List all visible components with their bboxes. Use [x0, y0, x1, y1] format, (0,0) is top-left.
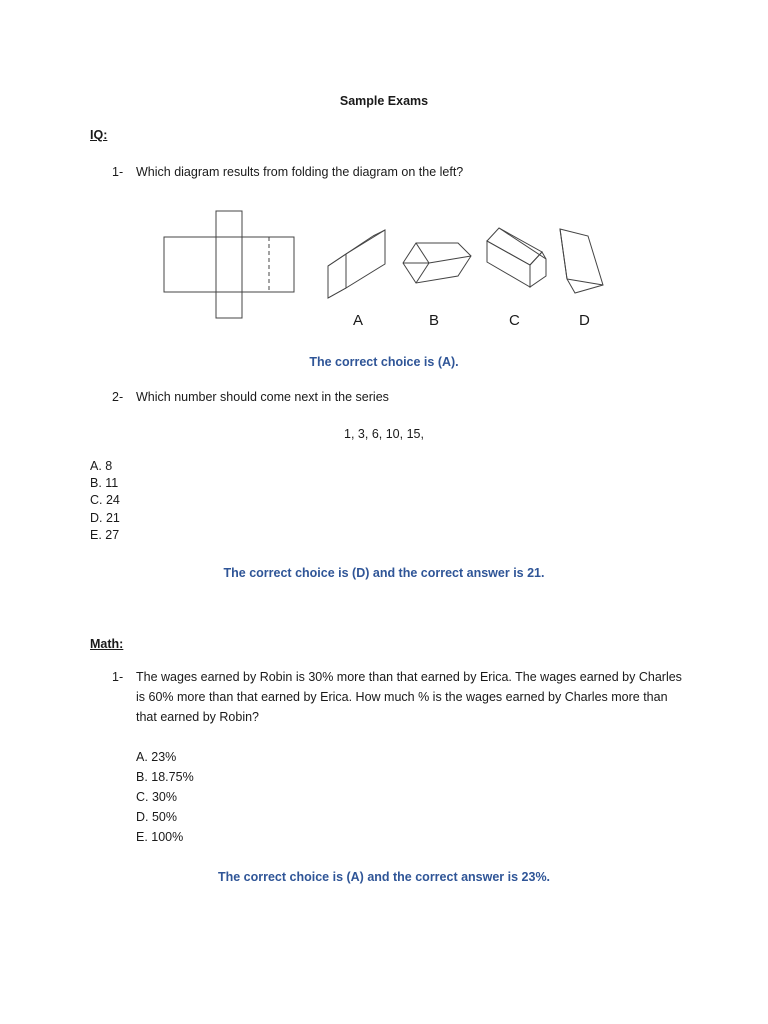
- math-q1-text: [136, 667, 682, 727]
- iq-q2-number: 2-: [112, 390, 124, 404]
- iq-q1-text: Which diagram results from folding the diagram on the left?: [136, 165, 464, 179]
- math-q1-choices: [136, 747, 194, 847]
- math-heading: Math:: [90, 637, 124, 651]
- option-c-shape: [487, 228, 546, 287]
- option-d-label: D: [579, 312, 590, 329]
- choice-item: E. 100%: [136, 830, 184, 844]
- iq-q1-answer: The correct choice is (A).: [309, 355, 459, 369]
- iq-q2-answer: The correct choice is (D) and the correct answer is 21.: [223, 566, 545, 580]
- net-diagram: [164, 211, 294, 318]
- option-d-shape: [560, 229, 603, 293]
- choice-item: B. 18.75%: [136, 770, 194, 784]
- math-q1-answer: The correct choice is (A) and the correct answer is 23%.: [217, 870, 551, 884]
- math-q1-number: 1-: [112, 670, 124, 684]
- option-b-label: B: [429, 312, 440, 329]
- iq-heading: IQ:: [90, 128, 108, 142]
- choice-item: C. 30%: [136, 790, 177, 804]
- choice-item: E. 27: [90, 527, 120, 542]
- iq-q1-number: 1-: [112, 165, 124, 179]
- question-line: The wages earned by Robin is 30% more than that earned by Erica. The wages earned by Charles: [136, 670, 682, 684]
- choice-item: C. 24: [90, 493, 120, 508]
- question-line: is 60% more than that earned by Erica. How much % is the wages earned by Charles more than: [136, 690, 668, 704]
- choice-item: B. 11: [90, 476, 119, 491]
- choice-item: D. 50%: [136, 810, 177, 824]
- option-c-label: C: [509, 312, 520, 329]
- option-a-shape: [328, 230, 385, 298]
- page-title: Sample Exams: [339, 94, 429, 108]
- option-a-label: A: [353, 312, 364, 329]
- iq-q2-text: Which number should come next in the series: [136, 390, 389, 404]
- iq-q2-choices: [90, 458, 120, 544]
- iq-q2-series: 1, 3, 6, 10, 15,: [344, 427, 424, 441]
- option-b-shape: [403, 243, 471, 283]
- folding-diagram-figure: [0, 195, 768, 325]
- question-line: that earned by Robin?: [136, 710, 260, 724]
- choice-item: D. 21: [90, 510, 120, 525]
- choice-item: A. 23%: [136, 750, 177, 764]
- choice-item: A. 8: [90, 459, 113, 473]
